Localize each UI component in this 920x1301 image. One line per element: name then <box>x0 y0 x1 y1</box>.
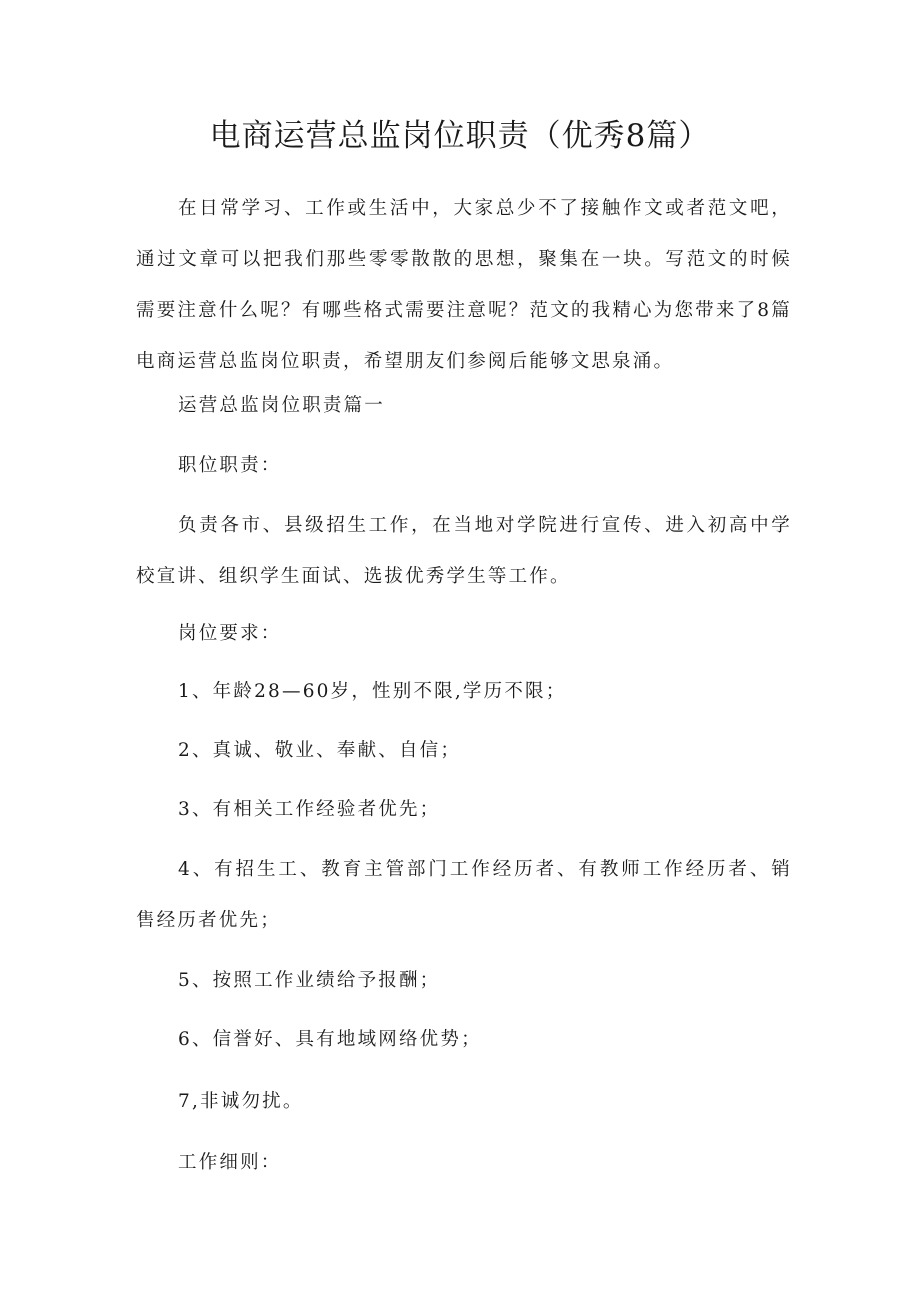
duties-paragraph: 负责各市、县级招生工作，在当地对学院进行宣传、进入初高中学校宣讲、组织学生面试、选拔优秀学生等工作。 <box>136 515 792 587</box>
duties-label: 职位职责： <box>178 455 282 476</box>
requirement-item: 6、信誉好、具有地域网络优势； <box>178 1029 482 1050</box>
intro-paragraph: 在日常学习、工作或生活中，大家总少不了接触作文或者范文吧，通过文章可以把我们那些零零散散的思想，聚集在一块。写范文的时候需要注意什么呢？有哪些格式需要注意呢？范文的我精心为您带来了8篇电商运营总监岗位职责，希望朋友们参阅后能够文思泉涌。 <box>136 198 792 372</box>
requirement-item: 1、年龄28—60岁，性别不限,学历不限； <box>178 681 567 702</box>
requirement-item: 2、真诚、敬业、奉献、自信； <box>178 740 462 761</box>
requirement-item: 7,非诚勿扰。 <box>178 1091 304 1112</box>
requirement-item: 5、按照工作业绩给予报酬； <box>178 970 441 991</box>
requirement-item: 3、有相关工作经验者优先； <box>178 799 441 820</box>
details-label: 工作细则： <box>178 1152 282 1173</box>
requirement-item: 4、有招生工、教育主管部门工作经历者、有教师工作经历者、销售经历者优先； <box>136 859 792 931</box>
requirements-label: 岗位要求： <box>178 623 282 644</box>
document-title: 电商运营总监岗位职责（优秀8篇） <box>209 118 711 154</box>
section-heading: 运营总监岗位职责篇一 <box>178 395 386 416</box>
